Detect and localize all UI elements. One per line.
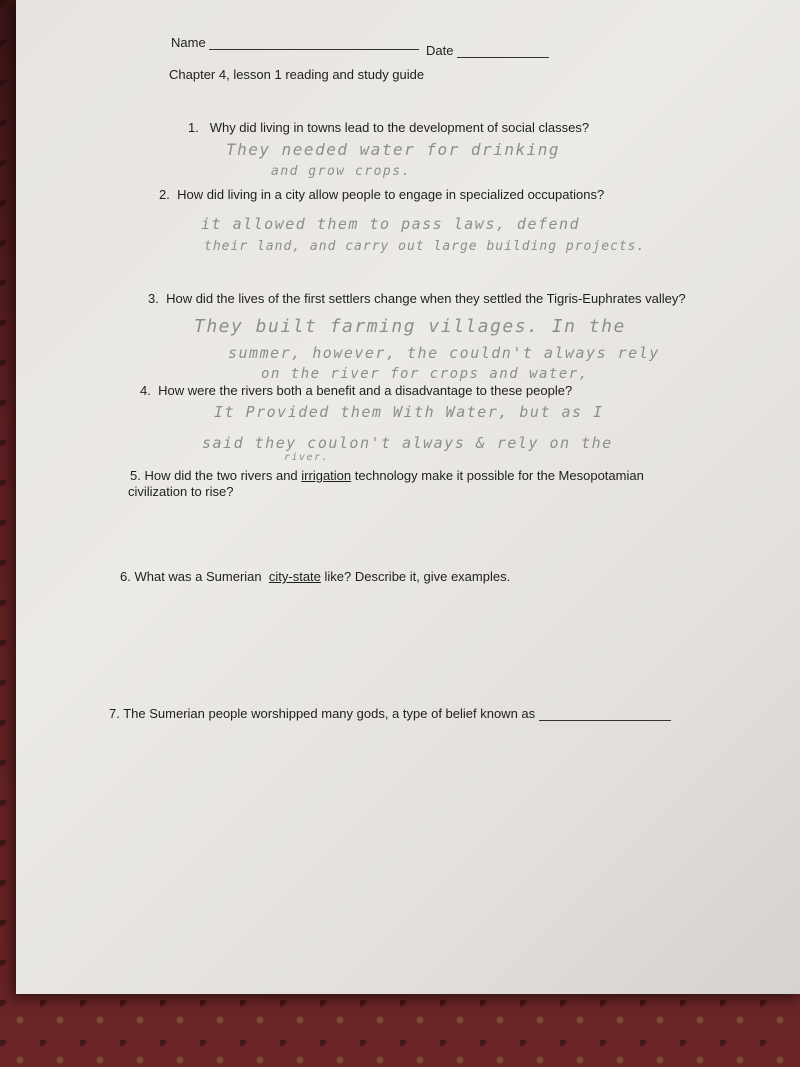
worksheet-paper	[16, 0, 800, 994]
question-4	[140, 383, 572, 398]
question-text: How did living in a city allow people to engage in specialized occupations?	[177, 187, 605, 202]
answer-1-line-1: They needed water for drinking	[226, 140, 560, 159]
question-6	[120, 569, 510, 584]
question-text: What was a Sumerian	[134, 569, 262, 584]
question-7	[109, 706, 671, 721]
name-field	[171, 35, 419, 50]
date-field	[426, 43, 549, 58]
question-text: technology make it possible for the Mesopotamian	[354, 468, 644, 483]
question-number: 5.	[130, 468, 141, 483]
answer-7-blank	[539, 708, 671, 721]
date-blank	[457, 45, 549, 58]
question-text: like? Describe it, give examples.	[324, 569, 511, 584]
question-1	[188, 120, 589, 135]
answer-4-line-2: said they coulon't always & rely on the	[202, 434, 613, 452]
question-text: How did the lives of the first settlers change when they settled the Tigris-Euphrates valley?	[166, 291, 686, 306]
question-3	[148, 291, 686, 306]
question-text: Why did living in towns lead to the development of social classes?	[209, 120, 590, 135]
answer-1-line-2: and grow crops.	[271, 164, 411, 179]
irrigation-underlined: irrigation	[301, 468, 352, 483]
answer-3-line-2: summer, however, the couldn't always rely	[228, 344, 660, 362]
question-number: 4.	[140, 383, 151, 398]
question-text: The Sumerian people worshipped many gods, a type of belief known as	[123, 706, 536, 721]
answer-4-line-1: It Provided them With Water, but as I	[214, 403, 604, 421]
city-state-underlined: city-state	[268, 569, 321, 584]
date-label: Date	[426, 43, 454, 58]
answer-2-line-2: their land, and carry out large building projects.	[204, 239, 646, 254]
question-number: 7.	[109, 706, 120, 721]
question-text: How did the two rivers and	[144, 468, 298, 483]
question-number: 1.	[188, 120, 199, 135]
answer-4-line-3: river.	[284, 452, 330, 463]
question-5-line-2: civilization to rise?	[128, 484, 234, 499]
answer-2-line-1: it allowed them to pass laws, defend	[201, 215, 581, 233]
name-label: Name	[171, 35, 206, 50]
question-text: How were the rivers both a benefit and a disadvantage to these people?	[158, 383, 573, 398]
question-number: 6.	[120, 569, 131, 584]
question-5	[130, 468, 644, 483]
question-number: 3.	[148, 291, 159, 306]
name-blank	[209, 37, 419, 50]
answer-3-line-1: They built farming villages. In the	[194, 316, 626, 337]
question-number: 2.	[159, 187, 170, 202]
page-title: Chapter 4, lesson 1 reading and study guide	[169, 67, 425, 82]
answer-3-line-3: on the river for crops and water,	[261, 366, 589, 382]
question-2	[159, 187, 604, 202]
